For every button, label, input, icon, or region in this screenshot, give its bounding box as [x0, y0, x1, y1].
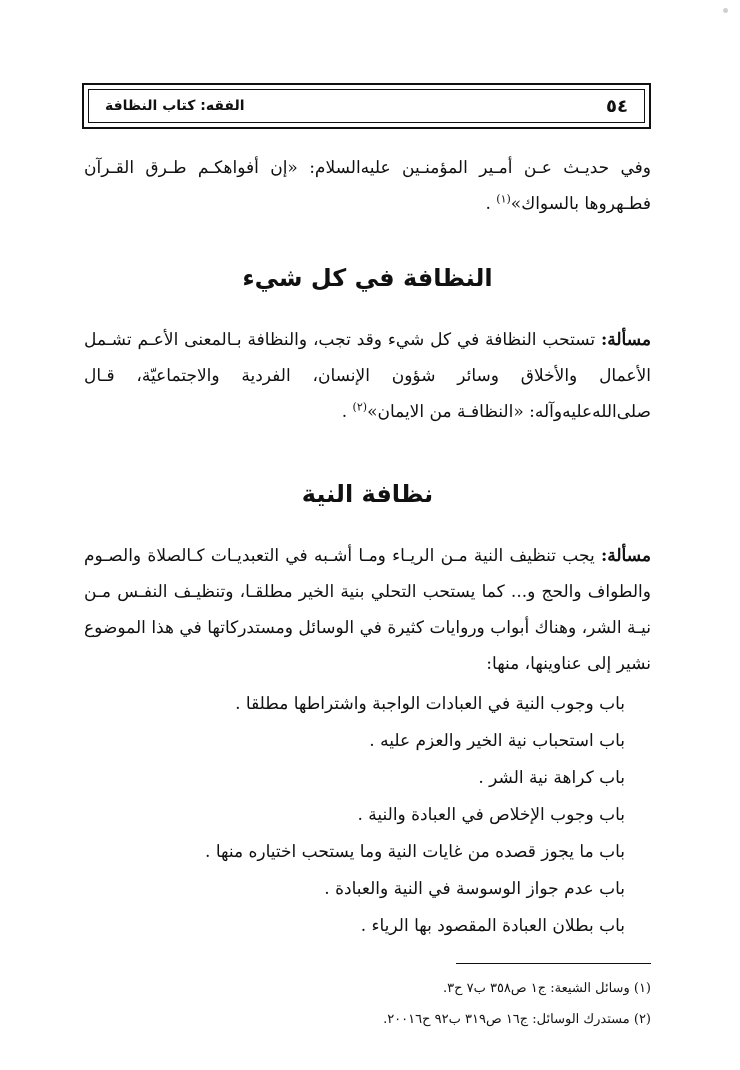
footnote-divider — [456, 963, 651, 964]
intro-text-line — [84, 150, 651, 222]
running-title: الفقه: كتاب النظافة — [105, 98, 245, 114]
footnotes — [84, 973, 651, 1035]
intro-paragraph — [84, 150, 651, 222]
running-header — [82, 83, 651, 129]
section2-text: يجب تنظيف النية مـن الريـاء ومـا أشـبه في التعبديـات كـالصلاة والصـوم والطواف والحج و... كما يستحب التحلي بنية الخير مطلقـا، وتنظيـف النفـس مـن نيـة الشر، وهناك أبواب وروايات كثيرة في الوسائل ومستدركاتها في هذا الموضوع نشير إلى عناوينها، منها: — [84, 546, 651, 674]
chapter-item: باب ما يجوز قصده من غايات النية وما يستحب اختياره منها . — [205, 842, 625, 862]
page-number: ٥٤ — [606, 95, 628, 117]
scan-speck — [723, 8, 728, 13]
chapter-item: باب وجوب الإخلاص في العبادة والنية . — [357, 805, 625, 825]
footnote-ref-1[interactable]: (١) — [496, 192, 511, 206]
chapter-list — [84, 686, 651, 945]
footnote-1: (١) وسائل الشيعة: ج١ ص٣٥٨ ب٧ ح٣. — [442, 981, 651, 996]
chapter-item: باب كراهة نية الشر . — [478, 768, 625, 788]
footnote-2: (٢) مستدرك الوسائل: ج١٦ ص٣١٩ ب٩٢ ح٢٠٠١٦. — [383, 1012, 651, 1027]
intro-end: . — [485, 194, 497, 214]
section-heading-cleanliness-in-everything: النظافة في كل شيء — [242, 264, 493, 292]
section1-end: . — [341, 402, 353, 422]
intro-text: وفي حديـث عـن أمـير المؤمنـين عليه‌السلام: «إن أفواهكـم طـرق القـرآن فطـهروها بالسواك» — [84, 158, 651, 214]
chapter-item: باب بطلان العبادة المقصود بها الرياء . — [360, 916, 625, 936]
section-heading-purity-of-intention: نظافة النية — [301, 480, 434, 508]
section1-paragraph — [84, 322, 651, 430]
section2-text-line — [84, 538, 651, 682]
chapter-item: باب استحباب نية الخير والعزم عليه . — [369, 731, 625, 751]
footnote-ref-2[interactable]: (٢) — [352, 400, 368, 414]
masala-label: مسألة: — [600, 330, 651, 350]
section1-text-line — [84, 322, 651, 430]
section2-paragraph — [84, 538, 651, 682]
chapter-item: باب وجوب النية في العبادات الواجبة واشتراطها مطلقا . — [235, 694, 625, 714]
section1-text: تستحب النظافة في كل شيء وقد تجب، والنظافة بـالمعنى الأعـم تشـمل الأعمال والأخلاق وسائر شؤون الإنسان، الفردية والاجتماعيّة، قـال صلى‌الله‌عليه‌وآله: «النظافـة من الايمان» — [84, 330, 651, 422]
chapter-item: باب عدم جواز الوسوسة في النية والعبادة . — [324, 879, 625, 899]
running-header-inner — [88, 89, 645, 123]
masala-label: مسألة: — [600, 546, 651, 566]
